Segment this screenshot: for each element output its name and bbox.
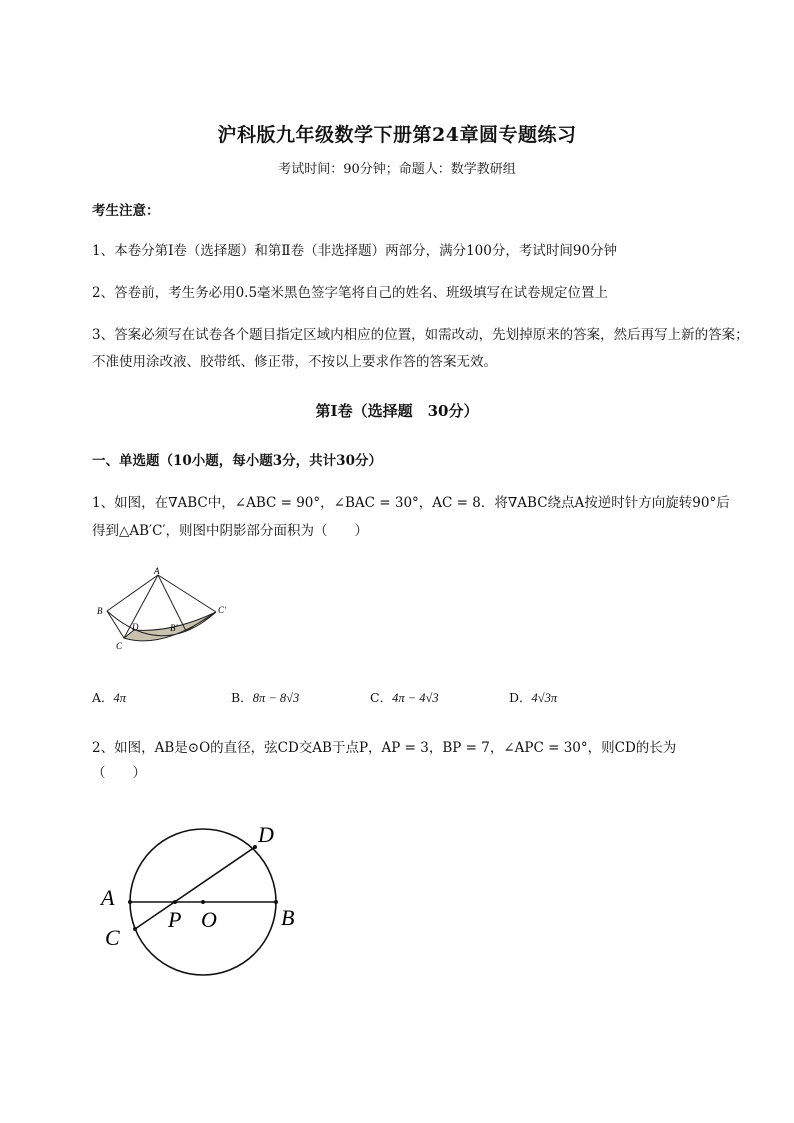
- choice-value: 4π − 4√3: [392, 691, 439, 705]
- point-o: [201, 900, 205, 904]
- label-p: P: [168, 907, 182, 932]
- notice-item-3: 3、答案必须写在试卷各个题目指定区域内相应的位置，如需改动，先划掉原来的答案，然后再写上新的答案；不准使用涂改液、胶带纸、修正带，不按以上要求作答的答案无效。: [92, 327, 749, 370]
- chord-cd: [135, 847, 255, 929]
- point-a: [128, 900, 132, 904]
- q1-choice-c[interactable]: [370, 688, 439, 706]
- choice-value: 8π − 8√3: [252, 691, 300, 705]
- label-c1: C′: [218, 605, 226, 615]
- q1-choice-a[interactable]: [92, 688, 126, 706]
- segment-b1c1: [186, 612, 216, 631]
- q1-text-line1: 1、如图，在∇ABC中，∠ABC = 90°，∠BAC = 30°，AC = 8．将∇ABC绕点A按逆时针方向旋转90°后: [92, 495, 730, 511]
- choice-label: C．: [370, 690, 393, 705]
- segment-bc: [107, 611, 124, 638]
- q1-figure: [92, 565, 242, 660]
- part1-title: 第I卷（选择题 30分）: [315, 402, 479, 420]
- label-b1: B′: [170, 623, 178, 633]
- exam-info: 考试时间：90分钟；命题人：数学教研组: [278, 162, 516, 177]
- choice-label: D．: [509, 690, 532, 705]
- label-a: A: [154, 566, 160, 576]
- choice-value: 4π: [113, 691, 127, 705]
- q2-text-line1: 2、如图，AB是⊙O的直径，弦CD交AB于点P，AP = 3，BP = 7，∠APC = 30°，则CD的长为: [92, 740, 677, 756]
- notice-item-1: 1、本卷分第I卷（选择题）和第Ⅱ卷（非选择题）两部分，满分100分，考试时间90分钟: [92, 243, 618, 259]
- point-d: [253, 845, 257, 849]
- segment-ab: [107, 575, 158, 611]
- label-d: D: [258, 822, 274, 847]
- label-d: D: [132, 622, 139, 632]
- label-c: C: [116, 641, 123, 651]
- label-b: B: [281, 905, 295, 930]
- point-b: [274, 900, 278, 904]
- q2-text-line2: （ ）: [92, 765, 146, 781]
- label-o: O: [201, 907, 217, 932]
- segment-ac: [124, 575, 158, 638]
- page-title: 沪科版九年级数学下册第24章圆专题练习: [217, 124, 577, 146]
- section-heading: 一、单选题（10小题，每小题3分，共计30分）: [92, 453, 382, 469]
- q1-text-line2: 得到△AB′C′，则图中阴影部分面积为（ ）: [92, 523, 369, 539]
- notice-heading: 考生注意：: [92, 203, 160, 219]
- point-p: [173, 900, 177, 904]
- label-c: C: [105, 925, 120, 950]
- q1-choice-b[interactable]: [231, 688, 299, 706]
- choice-value: 4√3π: [531, 691, 558, 705]
- q1-choice-d[interactable]: [509, 688, 557, 706]
- choice-label: A．: [92, 690, 114, 705]
- notice-item-2: 2、答卷前，考生务必用0.5毫米黑色签字笔将自己的姓名、班级填写在试卷规定位置上: [92, 285, 609, 301]
- q2-figure: [95, 815, 310, 985]
- label-a: A: [101, 885, 115, 910]
- choice-label: B．: [231, 690, 253, 705]
- label-b: B: [97, 606, 103, 616]
- point-c: [133, 927, 137, 931]
